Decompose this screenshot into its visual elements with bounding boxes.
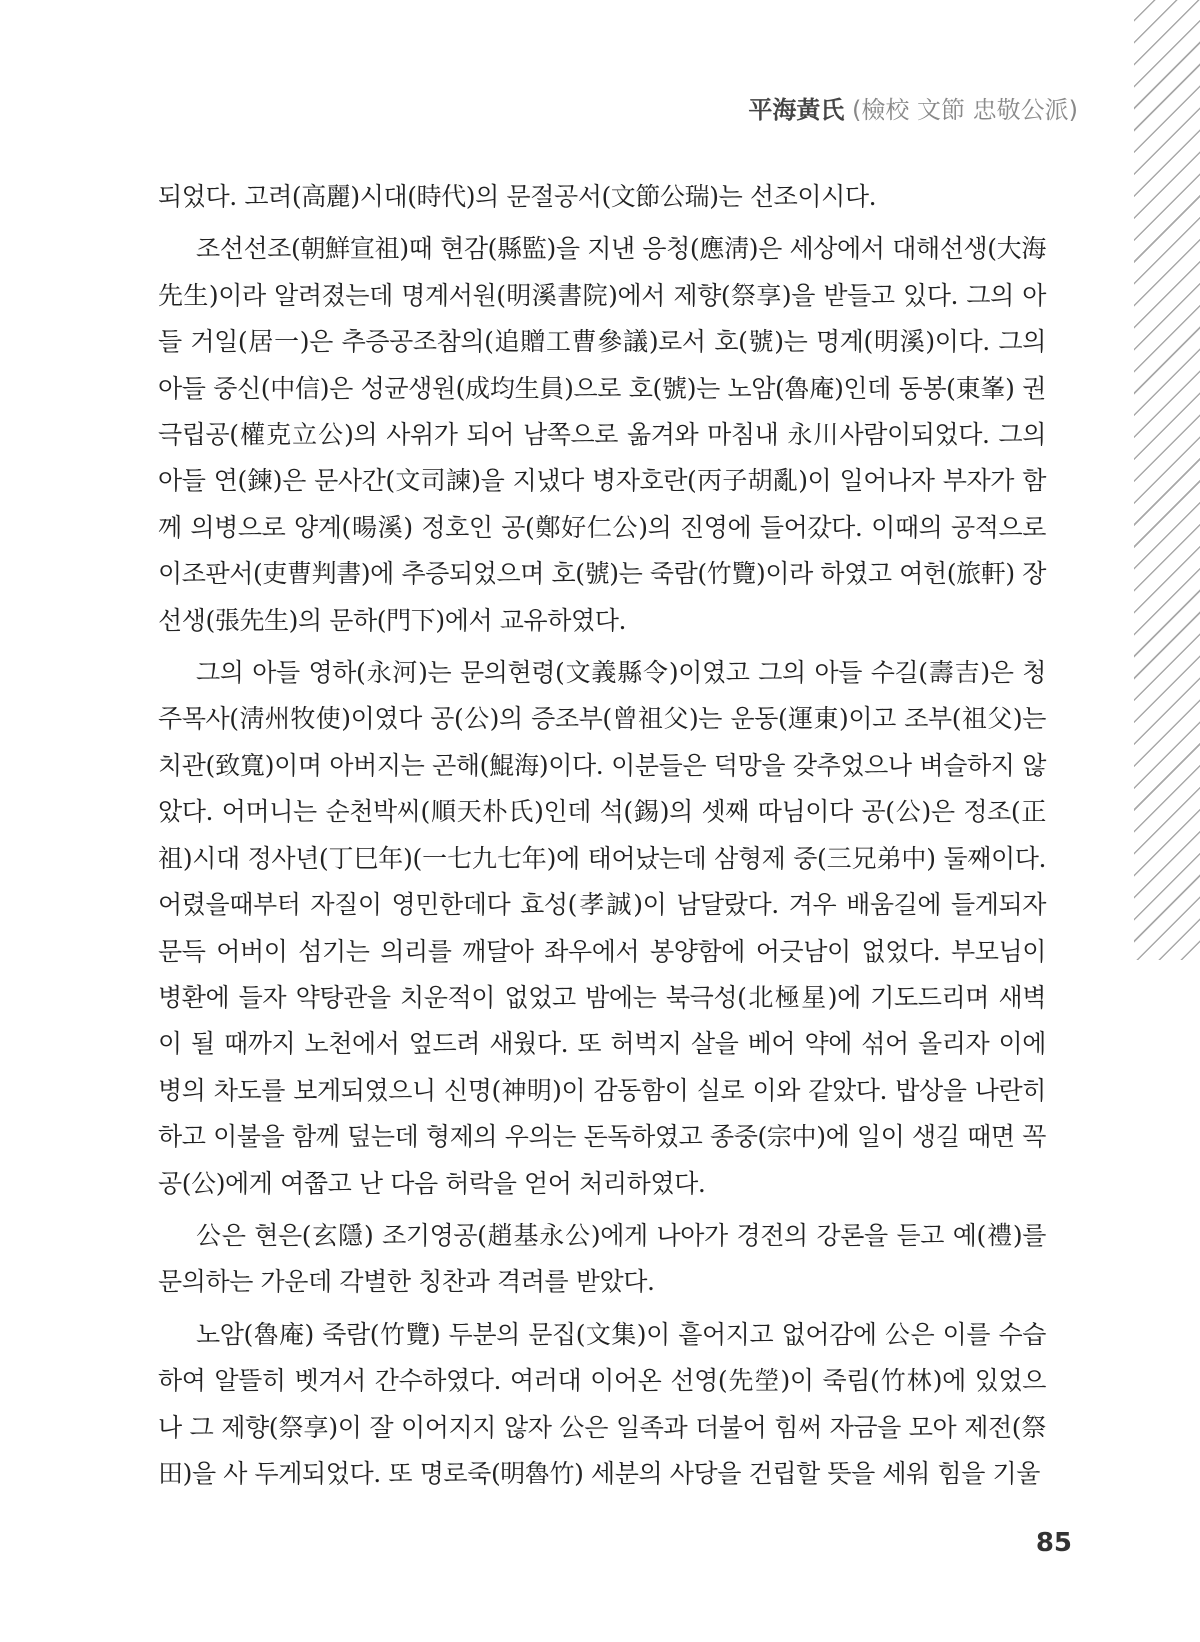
header-clan-name: 平海黃氏	[748, 96, 845, 124]
paragraph: 노암(魯庵) 죽람(竹覽) 두분의 문집(文集)이 흩어지고 없어감에 公은 이를 수습하여 알뜰히 벳겨서 간수하였다. 여러대 이어온 선영(先塋)이 죽림(竹林)에 있었으나 그 제향(祭享)이 잘 이어지지 않자 公은 일족과 더불어 힘써 자금을 모아 제전(祭田)을 사 두게되었다. 또 명로죽(明魯竹) 세분의 사당을 건립할 뜻을 세워 힘을 기울	[158, 1319, 1046, 1488]
running-header	[748, 90, 1078, 125]
body-text	[158, 174, 1046, 1503]
paragraph: 公은 현은(玄隱) 조기영공(趙基永公)에게 나아가 경전의 강론을 듣고 예(禮)를 문의하는 가운데 각별한 칭찬과 격려를 받았다.	[158, 1220, 1046, 1297]
paragraph: 그의 아들 영하(永河)는 문의현령(文義縣令)이였고 그의 아들 수길(壽吉)은 청주목사(淸州牧使)이였다 공(公)의 증조부(曾祖父)는 운동(運東)이고 조부(祖父)는 치관(致寬)이며 아버지는 곤해(鯤海)이다. 이분들은 덕망을 갖추었으나 벼슬하지 않았다. 어머니는 순천박씨(順天朴氏)인데 석(錫)의 셋째 따님이다 공(公)은 정조(正祖)시대 정사년(丁巳年)(一七九七年)에 태어났는데 삼형제 중(三兄弟中) 둘째이다. 어렸을때부터 자질이 영민한데다 효성(孝誠)이 남달랐다. 겨우 배움길에 들게되자 문득 어버이 섬기는 의리를 깨달아 좌우에서 봉양함에 어긋남이 없었다. 부모님이 병환에 들자 약탕관을 치운적이 없었고 밤에는 북극성(北極星)에 기도드리며 새벽이 될 때까지 노천에서 엎드려 새웠다. 또 허벅지 살을 베어 약에 섞어 올리자 이에 병의 차도를 보게되였으니 신명(神明)이 감동함이 실로 이와 같았다. 밥상을 나란히 하고 이불을 함께 덮는데 형제의 우의는 돈독하였고 종중(宗中)에 일이 생길 때면 꼭 공(公)에게 여쭙고 난 다음 허락을 얻어 처리하였다.	[158, 658, 1046, 1198]
paragraph: 조선선조(朝鮮宣祖)때 현감(縣監)을 지낸 응청(應淸)은 세상에서 대해선생(大海先生)이라 알려졌는데 명계서원(明溪書院)에서 제향(祭享)을 받들고 있다. 그의 아들 거일(居一)은 추증공조참의(追贈工曹參議)로서 호(號)는 명계(明溪)이다. 그의 아들 중신(中信)은 성균생원(成均生員)으로 호(號)는 노암(魯庵)인데 동봉(東峯) 권극립공(權克立公)의 사위가 되어 남쪽으로 옮겨와 마침내 永川사람이되었다. 그의 아들 연(鍊)은 문사간(文司諫)을 지냈다 병자호란(丙子胡亂)이 일어나자 부자가 함께 의병으로 양계(暘溪) 정호인 공(鄭好仁公)의 진영에 들어갔다. 이때의 공적으로 이조판서(吏曹判書)에 추증되었으며 호(號)는 죽람(竹覽)이라 하였고 여헌(旅軒) 장선생(張先生)의 문하(門下)에서 교유하였다.	[158, 234, 1046, 635]
page-number: 85	[1035, 1528, 1072, 1558]
decorative-hatch-pattern	[1134, 0, 1200, 960]
header-branch-name: (檢校 文節 忠敬公派)	[852, 96, 1078, 124]
paragraph: 되었다. 고려(高麗)시대(時代)의 문절공서(文節公瑞)는 선조이시다.	[158, 182, 877, 211]
